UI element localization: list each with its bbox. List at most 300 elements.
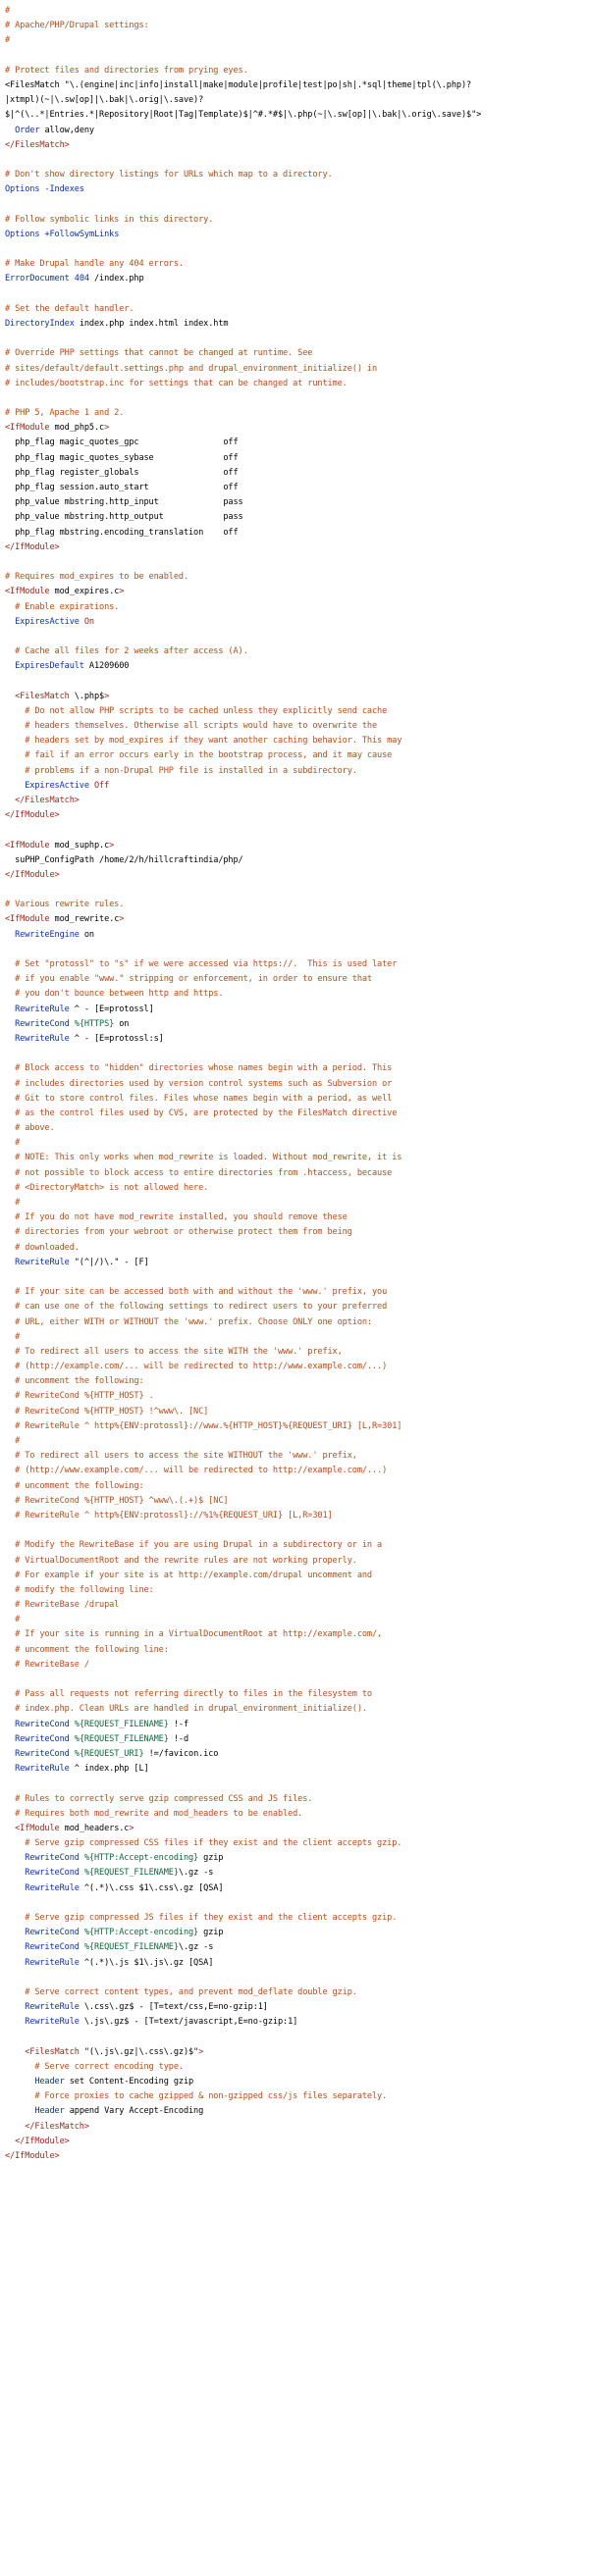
code-line	[5, 481, 584, 495]
code-line	[5, 93, 584, 108]
tag-text: >	[198, 2046, 204, 2057]
comment-text: # Various rewrite rules.	[5, 900, 125, 910]
code-line	[5, 1389, 584, 1404]
tag-text: <FilesMatch	[15, 691, 70, 701]
comment-text: #	[5, 1436, 21, 1446]
code-line	[5, 928, 584, 943]
code-text	[5, 617, 15, 627]
code-line	[5, 64, 584, 78]
code-line	[5, 1374, 584, 1389]
code-line	[5, 228, 584, 242]
code-line	[5, 2031, 584, 2045]
code-text	[5, 1749, 15, 1759]
code-line	[5, 78, 584, 93]
comment-text: # Requires mod_expires to be enabled.	[5, 572, 188, 583]
code-text	[5, 1883, 25, 1893]
comment-text: # If you do not have mod_rewrite installed, you should remove these	[5, 1212, 348, 1223]
comment-text: # sites/default/default.settings.php and drupal_environment_initialize() in	[5, 363, 378, 374]
code-line	[5, 257, 584, 272]
directive-keyword: RewriteCond	[15, 1748, 70, 1759]
code-line	[5, 4, 584, 19]
code-listing	[5, 4, 584, 2164]
directive-keyword: -Indexes	[44, 184, 84, 195]
code-text: !-f	[168, 1719, 189, 1729]
code-text: "(^|/)\." - [F]	[69, 1257, 149, 1267]
comment-text: # downloaded.	[5, 1242, 80, 1253]
code-line	[5, 943, 584, 957]
code-line	[5, 1061, 584, 1076]
tag-text: </IfModule>	[5, 869, 60, 880]
comment-text: # includes/bootstrap.inc for settings that can be changed at runtime.	[5, 378, 348, 388]
variable-text: %{REQUEST_URI}	[74, 1748, 144, 1759]
code-line	[5, 317, 584, 332]
code-line	[5, 138, 584, 153]
code-line	[5, 883, 584, 898]
code-line	[5, 1494, 584, 1509]
code-line	[5, 1554, 584, 1569]
comment-text: # If your site is running in a VirtualDocumentRoot at http://example.com/,	[5, 1629, 383, 1640]
tag-text: </IfModule>	[5, 2151, 60, 2161]
comment-text: # directories from your webroot or otherwise protect them from being	[5, 1227, 352, 1238]
code-line	[5, 272, 584, 286]
code-text: mod_expires.c	[49, 587, 120, 597]
code-text: \.php$	[69, 691, 105, 701]
code-line	[5, 719, 584, 734]
directive-keyword: RewriteCond	[25, 1853, 80, 1864]
comment-text: # For example if your site is at http://example.com/drupal uncomment and	[5, 1570, 372, 1580]
code-text	[5, 692, 15, 701]
code-text: on	[79, 929, 94, 940]
directive-keyword: RewriteRule	[25, 1957, 80, 1968]
comment-text: # as the control files used by CVS, are protected by the FilesMatch directive	[5, 1108, 398, 1118]
comment-text: # Apache/PHP/Drupal settings:	[5, 21, 149, 31]
code-line	[5, 362, 584, 377]
code-line	[5, 674, 584, 689]
tag-text: >	[109, 840, 115, 850]
code-line	[5, 421, 584, 436]
directive-keyword: DirectoryIndex	[5, 318, 75, 329]
code-line	[5, 168, 584, 182]
tag-text: >	[104, 423, 110, 434]
directive-keyword: RewriteRule	[15, 1033, 70, 1044]
comment-text: # if you enable "www." stripping or enforcement, in order to ensure that	[5, 974, 372, 985]
code-text	[5, 661, 15, 671]
code-line	[5, 1777, 584, 1791]
code-text: on	[114, 1018, 130, 1029]
code-line	[5, 2015, 584, 2030]
tag-text: <IfModule	[5, 914, 50, 925]
code-line	[5, 600, 584, 615]
code-line	[5, 2120, 584, 2135]
code-line	[5, 1256, 584, 1270]
code-text: $|^(\..*|Entries.*|Repository|Root|Tag|Template)$|^#.*#$|\.php(~|\.sw[op]|\.bak|\.orig\.save)$">	[5, 110, 482, 121]
number-text: 404	[74, 274, 89, 284]
code-line	[5, 1583, 584, 1598]
code-line	[5, 1971, 584, 1985]
code-text: suPHP_ConfigPath /home/2/h/hillcraftindia/php/	[5, 854, 243, 865]
code-line	[5, 1523, 584, 1538]
code-line	[5, 659, 584, 674]
directive-keyword: RewriteRule	[25, 2002, 80, 2013]
directive-keyword: +FollowSymLinks	[44, 229, 120, 239]
code-text: php_flag session.auto_start off	[5, 483, 239, 492]
code-line	[5, 33, 584, 48]
code-line	[5, 1911, 584, 1926]
code-line	[5, 302, 584, 317]
code-text: ^(.*)\.css $1\.css\.gz [QSA]	[79, 1882, 224, 1893]
code-line	[5, 1077, 584, 1092]
directive-keyword: Header	[34, 2106, 65, 2117]
code-text: ^ - [E=protossl]	[69, 1004, 154, 1014]
code-line	[5, 1330, 584, 1345]
comment-text: # To redirect all users to access the site WITH the 'www.' prefix,	[5, 1346, 343, 1357]
tag-text: </FilesMatch>	[5, 139, 70, 150]
code-text: \.js\.gz$ - [T=text/javascript,E=no-gzip:1]	[79, 2017, 298, 2028]
comment-text: # fail if an error occurs early in the bootstrap process, and it may cause	[5, 750, 393, 761]
tag-text: <IfModule	[15, 1823, 60, 1833]
comment-text: # headers themselves. Otherwise all scripts would have to overwrite the	[5, 721, 378, 731]
directive-keyword: Options	[5, 229, 40, 239]
comment-text: # Force proxies to cache gzipped & non-gzipped css/js files separately.	[5, 2091, 388, 2102]
code-line	[5, 615, 584, 630]
comment-text: # Git to store control files. Files whose names begin with a period, as well	[5, 1093, 393, 1104]
code-line	[5, 1956, 584, 1971]
code-line	[5, 1181, 584, 1196]
variable-text: %{HTTP:Accept-encoding}	[83, 1928, 199, 1938]
code-text: <FilesMatch "\.(engine|inc|info|install|make|module|profile|test|po|sh|.*sql|theme|tpl(\.php)?	[5, 79, 472, 90]
code-text	[5, 1928, 25, 1937]
comment-text: # RewriteCond %{HTTP_HOST} !^www\. [NC]	[5, 1406, 209, 1417]
directive-keyword: RewriteCond	[25, 1942, 80, 1953]
code-line	[5, 1881, 584, 1896]
directive-keyword: RewriteRule	[15, 1257, 70, 1267]
code-line	[5, 287, 584, 302]
code-line	[5, 1107, 584, 1121]
code-line	[5, 839, 584, 853]
code-line	[5, 853, 584, 868]
comment-text: # RewriteRule ^ http%{ENV:protossl}://www.%{HTTP_HOST}%{REQUEST_URI} [L,R=301]	[5, 1420, 402, 1431]
code-line	[5, 1300, 584, 1314]
code-text: /index.php	[88, 274, 144, 284]
code-line	[5, 197, 584, 212]
comment-text: # not possible to block access to entire directories from .htaccess, because	[5, 1167, 393, 1178]
code-line	[5, 49, 584, 64]
comment-text: # Rules to correctly serve gzip compressed CSS and JS files.	[5, 1793, 313, 1804]
comment-text: #	[5, 1198, 21, 1208]
code-line	[5, 1032, 584, 1047]
comment-text: # RewriteCond %{HTTP_HOST} .	[5, 1391, 154, 1402]
comment-text: # RewriteBase /drupal	[5, 1600, 120, 1611]
tag-text: <FilesMatch	[25, 2046, 80, 2057]
code-line	[5, 1702, 584, 1717]
code-line	[5, 213, 584, 228]
comment-text: # NOTE: This only works when mod_rewrite is loaded. Without mod_rewrite, it is	[5, 1153, 402, 1163]
code-line	[5, 377, 584, 391]
comment-text: # uncomment the following:	[5, 1376, 144, 1387]
comment-text: # uncomment the following line:	[5, 1644, 169, 1655]
code-line	[5, 1270, 584, 1285]
code-line	[5, 1003, 584, 1017]
comment-text: # Make Drupal handle any 404 errors.	[5, 259, 184, 270]
code-line	[5, 808, 584, 823]
directive-keyword: ExpiresActive	[15, 616, 80, 627]
code-line	[5, 690, 584, 704]
code-text	[5, 2077, 34, 2087]
tag-text: </IfModule>	[5, 541, 60, 552]
code-line	[5, 1836, 584, 1851]
tag-text: </FilesMatch>	[15, 795, 80, 805]
code-line	[5, 555, 584, 570]
code-line	[5, 1673, 584, 1687]
tag-text: >	[129, 1823, 134, 1833]
variable-text: %{REQUEST_FILENAME}	[74, 1719, 169, 1729]
code-text: mod_php5.c	[49, 423, 105, 434]
comment-text: # Serve gzip compressed JS files if they exist and the client accepts gzip.	[5, 1913, 398, 1923]
comment-text: # To redirect all users to access the site WITHOUT the 'www.' prefix,	[5, 1451, 357, 1462]
comment-text: # you don't bounce between http and https.	[5, 989, 224, 1000]
comment-text: # RewriteCond %{HTTP_HOST} ^www\.(.+)$ [NC]	[5, 1495, 229, 1506]
code-line	[5, 823, 584, 838]
code-text	[5, 2137, 15, 2146]
comment-text: # Serve correct encoding type.	[5, 2061, 184, 2072]
code-line	[5, 1449, 584, 1464]
variable-text: %{REQUEST_FILENAME}	[83, 1868, 179, 1879]
code-line	[5, 436, 584, 450]
comment-text: # Enable expirations.	[5, 601, 120, 612]
comment-text: #	[5, 35, 11, 46]
code-line	[5, 1345, 584, 1360]
code-text: index.php index.html index.htm	[74, 318, 229, 329]
code-line	[5, 570, 584, 585]
code-line	[5, 1687, 584, 1702]
code-line	[5, 1092, 584, 1107]
code-line	[5, 2000, 584, 2015]
code-line	[5, 2104, 584, 2119]
code-text: ^ index.php [L]	[69, 1764, 149, 1775]
code-line	[5, 526, 584, 541]
tag-text: <IfModule	[5, 587, 50, 597]
code-line	[5, 1732, 584, 1747]
comment-text: # Pass all requests not referring directly to files in the filesystem to	[5, 1689, 372, 1700]
code-line	[5, 1718, 584, 1732]
comment-text: # URL, either WITH or WITHOUT the 'www.' prefix. Choose ONLY one option:	[5, 1316, 372, 1327]
variable-text: %{HTTPS}	[74, 1018, 115, 1029]
comment-text: # headers set by mod_expires if they want another caching behavior. This may	[5, 736, 402, 747]
code-line	[5, 2075, 584, 2089]
code-line	[5, 1419, 584, 1434]
code-line	[5, 1047, 584, 1061]
comment-text: #	[5, 1138, 21, 1149]
comment-text: # Cache all files for 2 weeks after access (A).	[5, 646, 248, 657]
comment-text: # Set the default handler.	[5, 303, 134, 314]
code-text	[5, 1005, 15, 1014]
directive-keyword: Header	[34, 2077, 65, 2087]
code-text: php_value mbstring.http_output pass	[5, 512, 243, 523]
code-text: allow,deny	[39, 125, 94, 135]
code-text	[5, 1958, 25, 1968]
code-line	[5, 1627, 584, 1642]
comment-text: #	[5, 1615, 21, 1625]
comment-text: # Requires both mod_rewrite and mod_headers to be enabled.	[5, 1808, 303, 1819]
code-line	[5, 1926, 584, 1940]
code-line	[5, 1658, 584, 1673]
code-text	[5, 2002, 25, 2012]
comment-text: # Modify the RewriteBase if you are using Drupal in a subdirectory or in a	[5, 1540, 383, 1551]
comment-text: # problems if a non-Drupal PHP file is installed in a subdirectory.	[5, 765, 357, 776]
tag-text: On	[83, 616, 94, 627]
code-line	[5, 585, 584, 599]
code-text: ^ - [E=protossl:s]	[69, 1033, 164, 1044]
directive-keyword: RewriteCond	[15, 1719, 70, 1729]
code-line	[5, 495, 584, 510]
code-text	[5, 2106, 34, 2116]
code-text: mod_suphp.c	[49, 840, 110, 850]
comment-text: # Serve correct content types, and prevent mod_deflate double gzip.	[5, 1986, 357, 1997]
code-line	[5, 451, 584, 466]
tag-text: <IfModule	[5, 840, 50, 850]
code-line	[5, 182, 584, 197]
comment-text: # includes directories used by version control systems such as Subversion or	[5, 1078, 393, 1089]
code-line	[5, 466, 584, 481]
comment-text: # modify the following line:	[5, 1584, 154, 1595]
code-line	[5, 1940, 584, 1955]
directive-keyword: Order	[15, 125, 40, 135]
tag-text: >	[119, 914, 125, 925]
tag-text: <IfModule	[5, 423, 50, 434]
comment-text: # Don't show directory listings for URLs which map to a directory.	[5, 170, 333, 180]
code-text	[5, 1853, 25, 1863]
code-line	[5, 987, 584, 1002]
code-text	[5, 1019, 15, 1029]
comment-text: # index.php. Clean URLs are handled in drupal_environment_initialize().	[5, 1704, 367, 1715]
tag-text: </IfModule>	[5, 810, 60, 821]
code-line	[5, 1807, 584, 1822]
code-line	[5, 1360, 584, 1374]
code-text	[5, 1734, 15, 1744]
code-line	[5, 1315, 584, 1330]
code-text: \.css\.gz$ - [T=text/css,E=no-gzip:1]	[79, 2002, 268, 2013]
code-text	[5, 2047, 25, 2057]
code-line	[5, 406, 584, 421]
code-text: "(\.js\.gz|\.css\.gz)$"	[79, 2046, 199, 2057]
code-line	[5, 1747, 584, 1762]
code-line	[5, 704, 584, 719]
code-text: php_flag register_globals off	[5, 467, 239, 478]
code-text	[5, 796, 15, 805]
code-line	[5, 1196, 584, 1211]
code-line	[5, 1792, 584, 1807]
code-line	[5, 1896, 584, 1911]
code-line	[5, 2045, 584, 2060]
tag-text: </IfModule>	[15, 2136, 70, 2146]
code-line	[5, 630, 584, 644]
code-text: php_value mbstring.http_input pass	[5, 497, 243, 508]
code-text: !=/favicon.ico	[143, 1748, 219, 1759]
code-text: append Vary Accept-Encoding	[64, 2106, 204, 2117]
code-text	[5, 2122, 25, 2132]
code-line	[5, 868, 584, 883]
code-line	[5, 1464, 584, 1478]
code-line	[5, 794, 584, 808]
code-line	[5, 242, 584, 257]
code-text	[5, 1942, 25, 1952]
tag-text: Off	[93, 780, 110, 791]
code-text	[5, 1258, 15, 1267]
directive-keyword: RewriteCond	[15, 1018, 70, 1029]
comment-text: #	[5, 6, 11, 16]
comment-text: # Set "protossl" to "s" if we were accessed via https://. This is used later	[5, 959, 398, 969]
code-line	[5, 748, 584, 763]
comment-text: # <DirectoryMatch> is not allowed here.	[5, 1182, 209, 1193]
code-text	[5, 2017, 25, 2027]
code-line	[5, 1569, 584, 1583]
code-line	[5, 1598, 584, 1613]
directive-keyword: RewriteRule	[25, 2017, 80, 2028]
code-line	[5, 1166, 584, 1181]
code-line	[5, 1434, 584, 1449]
code-line	[5, 1121, 584, 1136]
code-text	[5, 781, 25, 791]
code-line	[5, 1136, 584, 1151]
code-text	[5, 1868, 25, 1878]
comment-text: # Follow symbolic links in this directory.	[5, 214, 214, 225]
code-line	[5, 1211, 584, 1225]
comment-text: # Serve gzip compressed CSS files if they exist and the client accepts gzip.	[5, 1838, 402, 1849]
comment-text: # Block access to "hidden" directories whose names begin with a period. This	[5, 1063, 393, 1074]
comment-text: #	[5, 1331, 21, 1342]
code-line	[5, 1017, 584, 1032]
comment-text: # above.	[5, 1123, 55, 1134]
code-line	[5, 1866, 584, 1880]
code-line	[5, 346, 584, 361]
code-text: mod_headers.c	[59, 1823, 130, 1833]
code-text: php_flag mbstring.encoding_translation off	[5, 527, 239, 538]
code-line	[5, 1613, 584, 1627]
code-line	[5, 2089, 584, 2104]
code-line	[5, 1479, 584, 1494]
code-line	[5, 124, 584, 138]
code-line	[5, 957, 584, 972]
directive-keyword: RewriteCond	[25, 1868, 80, 1879]
code-line	[5, 912, 584, 927]
code-line	[5, 2149, 584, 2164]
code-line	[5, 1509, 584, 1523]
tag-text: </FilesMatch>	[25, 2121, 89, 2132]
directive-keyword: Options	[5, 184, 40, 195]
code-line	[5, 1285, 584, 1300]
directive-keyword: RewriteEngine	[15, 929, 80, 940]
variable-text: %{REQUEST_FILENAME}	[83, 1942, 179, 1953]
comment-text: # (http://example.com/... will be redirected to http://www.example.com/...)	[5, 1362, 388, 1372]
code-text	[5, 1824, 15, 1833]
code-line	[5, 153, 584, 168]
code-text	[5, 1764, 15, 1774]
code-line	[5, 764, 584, 779]
code-text: A1209600	[83, 661, 130, 672]
code-text	[5, 1720, 15, 1729]
comment-text: # can use one of the following settings to redirect users to your preferred	[5, 1302, 388, 1313]
variable-text: %{REQUEST_FILENAME}	[74, 1733, 169, 1744]
code-line	[5, 1241, 584, 1256]
comment-text: # RewriteRule ^ http%{ENV:protossl}://%1%{REQUEST_URI} [L,R=301]	[5, 1510, 333, 1520]
code-line	[5, 1538, 584, 1553]
code-line	[5, 391, 584, 406]
code-line	[5, 1643, 584, 1658]
code-line	[5, 1985, 584, 2000]
code-line	[5, 2060, 584, 2075]
code-text	[5, 126, 15, 135]
comment-text: # (http://www.example.com/... will be redirected to http://example.com/...)	[5, 1466, 388, 1476]
